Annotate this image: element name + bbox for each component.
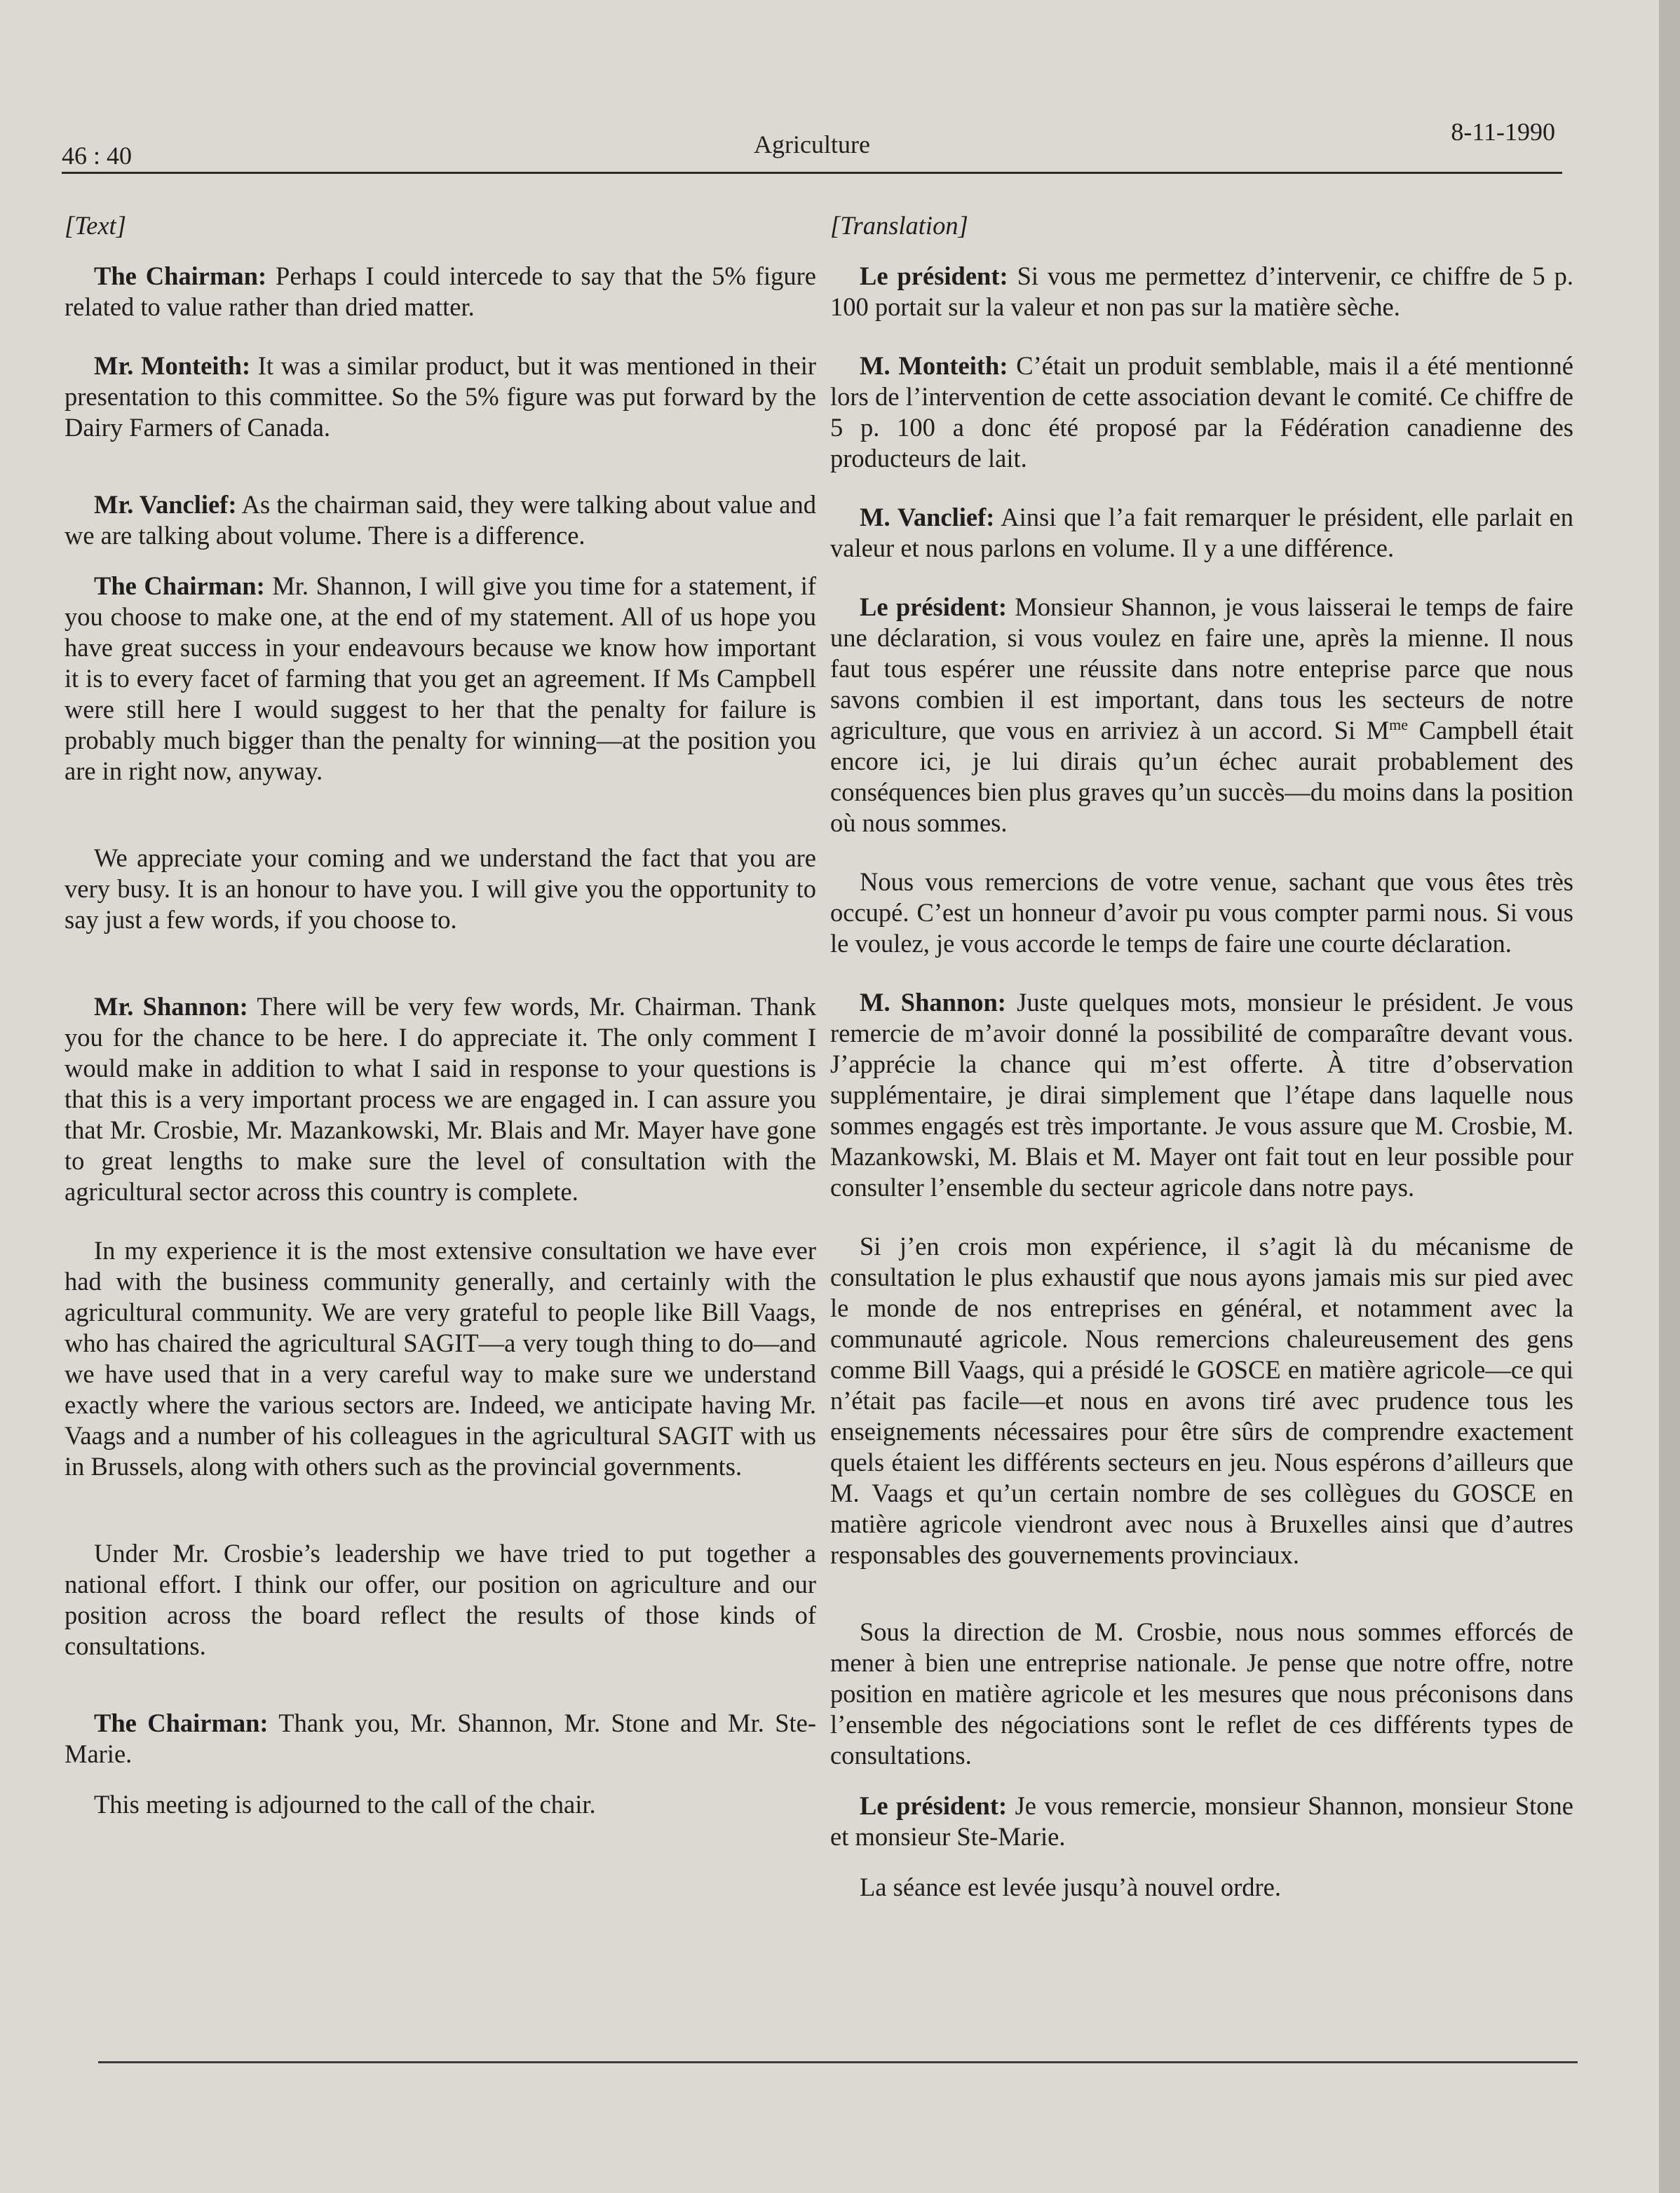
speaker-name: Le président:	[860, 262, 1008, 290]
english-column	[65, 210, 816, 1820]
paragraph	[830, 1791, 1573, 1852]
translation-tag: [Translation]	[830, 211, 968, 240]
paragraph-text: There will be very few words, Mr. Chairman. Thank you for the chance to be here. I do appreciate it. The only comment I would make in addition to what I said in response to your questions is that this is a very important process we are engaged in. I can assure you that Mr. Crosbie, Mr. Mazankowski, Mr. Blais and Mr. Mayer have gone to great lengths to make sure the level of consultation with the agricultural sector across this country is complete.	[65, 992, 817, 1206]
paragraph-text: Je vous remercie, monsieur Shannon, monsieur Stone et monsieur Ste-Marie.	[830, 1791, 1574, 1851]
page-header	[62, 118, 1562, 174]
text-tag: [Text]	[65, 211, 126, 240]
paragraph	[65, 1235, 816, 1482]
page-number: 46 : 40	[62, 142, 133, 170]
paragraph	[65, 1538, 816, 1662]
paragraph	[830, 502, 1573, 564]
paragraph	[65, 843, 816, 935]
paragraph	[65, 571, 816, 787]
footer-rule	[98, 2061, 1578, 2063]
paragraph	[830, 592, 1573, 838]
paragraph-text: Mr. Shannon, I will give you time for a statement, if you choose to make one, at the end of my statement. All of us hope you have great success in your endeavours because we know how important it is to every facet of farming that you get an agreement. If Ms Campbell were still here I would suggest to her that the penalty for failure is probably much bigger than the penalty for winning—at the position you are in right now, anyway.	[65, 571, 816, 785]
paragraph	[65, 489, 816, 551]
paragraph-text: Sous la direction de M. Crosbie, nous nous sommes efforcés de mener à bien une entreprise nationale. Je pense que notre offre, notre position en matière agricole et les mesures que nous préconisons dans l’ensemble des négociations sont le reflet de ces différents types de consultations.	[830, 1617, 1573, 1770]
paragraph	[830, 351, 1573, 474]
superscript: me	[1389, 715, 1409, 733]
paragraph-text: Thank you, Mr. Shannon, Mr. Stone and Mr. Ste-Marie.	[65, 1709, 816, 1768]
paragraph-text: In my experience it is the most extensive consultation we have ever had with the business community generally, and certainly with the agricultural community. We are very grateful to people like Bill Vaags, who has chaired the agricultural SAGIT—a very tough thing to do—and we have used that in a very careful way to make sure we understand exactly where the various sectors are. Indeed, we anticipate having Mr. Vaags and a number of his colleagues in the agricultural SAGIT with us in Brussels, along with others such as the provincial governments.	[65, 1236, 816, 1481]
journal-title: Agriculture	[754, 130, 870, 158]
speaker-name: The Chairman:	[94, 262, 267, 290]
speaker-name: Mr. Vanclief:	[94, 490, 237, 519]
paragraph	[830, 1617, 1573, 1771]
paragraph	[65, 1708, 816, 1770]
paragraph-text: Perhaps I could intercede to say that the 5% figure related to value rather than dried matter.	[65, 262, 816, 321]
paragraph	[830, 1231, 1573, 1570]
paragraph	[65, 261, 816, 322]
paragraph-text: C’était un produit semblable, mais il a été mentionné lors de l’intervention de cette association devant le comité. Ce chiffre de 5 p. 100 a donc été proposé par la Fédération canadienne des producteurs de lait.	[830, 351, 1573, 473]
paragraph-text: Campbell était encore ici, je lui dirais qu’un échec aurait probablement des conséquences bien plus graves qu’un succès—du moins dans la position où nous sommes.	[830, 716, 1573, 837]
paragraph	[65, 351, 816, 443]
paragraph-text: Si j’en crois mon expérience, il s’agit là du mécanisme de consultation le plus exhaustif que nous ayons jamais mis sur pied avec le monde de nos entreprises en général, et notamment avec la communauté agricole. Nous remercions chaleureusement des gens comme Bill Vaags, qui a présidé le GOSCE en matière agricole—ce qui n’était pas facile—et nous en avons tiré avec prudence tous les enseignements nécessaires pour être sûrs de comprendre exactement quels étaient les différents secteurs en jeu. Nous espérons d’ailleurs que M. Vaags et qu’un certain nombre de ses collègues du GOSCE en matière agricole viendront avec nous à Bruxelles ainsi que d’autres responsables des gouvernements provinciaux.	[830, 1232, 1573, 1569]
paragraph-text: Juste quelques mots, monsieur le président. Je vous remercie de m’avoir donné la possibilité de comparaître devant vous. J’apprécie la chance qui m’est offerte. À titre d’observation supplémentaire, je dirai simplement que l’étape dans laquelle nous sommes engagés est très importante. Je vous assure que M. Crosbie, M. Mazankowski, M. Blais et M. Mayer ont fait tout en leur possible pour consulter l’ensemble du secteur agricole dans notre pays.	[830, 988, 1573, 1202]
paragraph-text: Si vous me permettez d’intervenir, ce chiffre de 5 p. 100 portait sur la valeur et non pas sur la matière sèche.	[830, 262, 1574, 321]
speaker-name: Le président:	[860, 592, 1007, 621]
speaker-name: Le président:	[860, 1791, 1008, 1820]
paragraph	[830, 987, 1573, 1203]
french-column	[830, 210, 1573, 1903]
speaker-name: Mr. Monteith:	[94, 351, 251, 380]
paragraph-text: As the chairman said, they were talking about value and we are talking about volume. There is a difference.	[65, 490, 817, 550]
paragraph-text: It was a similar product, but it was mentioned in their presentation to this committee. So the 5% figure was put forward by the Dairy Farmers of Canada.	[65, 351, 817, 442]
adjournment-line: La séance est levée jusqu’à nouvel ordre.	[860, 1873, 1281, 1901]
speaker-name: Mr. Shannon:	[94, 992, 248, 1021]
adjournment-line: This meeting is adjourned to the call of the chair.	[94, 1790, 596, 1819]
page-date: 8-11-1990	[1451, 118, 1555, 146]
speaker-name: M. Vanclief:	[860, 503, 995, 531]
speaker-name: M. Monteith:	[860, 351, 1008, 380]
paragraph-text: Ainsi que l’a fait remarquer le président, elle parlait en valeur et nous parlons en volume. Il y a une différence.	[830, 503, 1574, 562]
paragraph-text: Monsieur Shannon, je vous laisserai le temps de faire une déclaration, si vous voulez en faire une, après la mienne. Il nous faut tous espérer une réussite dans notre enteprise parce que nous savons combien il est important, dans tous les secteurs de notre agriculture, que vous en arriviez à un accord. Si M	[830, 592, 1573, 745]
paragraph	[830, 261, 1573, 322]
paragraph-text: Under Mr. Crosbie’s leadership we have tried to put together a national effort. I think our offer, our position on agriculture and our position across the board reflect the results of those kinds of consultations.	[65, 1539, 816, 1660]
speaker-name: The Chairman:	[94, 571, 265, 600]
speaker-name: The Chairman:	[94, 1709, 269, 1737]
paragraph-text: Nous vous remercions de votre venue, sachant que vous êtes très occupé. C’est un honneur d’avoir pu vous compter parmi nous. Si vous le voulez, je vous accorde le temps de faire une courte déclaration.	[830, 867, 1573, 958]
speaker-name: M. Shannon:	[860, 988, 1006, 1017]
paragraph	[830, 867, 1573, 959]
page-edge-shadow	[1659, 0, 1680, 2193]
paragraph-text: We appreciate your coming and we understand the fact that you are very busy. It is an honour to have you. I will give you the opportunity to say just a few words, if you choose to.	[65, 843, 816, 934]
paragraph	[65, 991, 816, 1207]
